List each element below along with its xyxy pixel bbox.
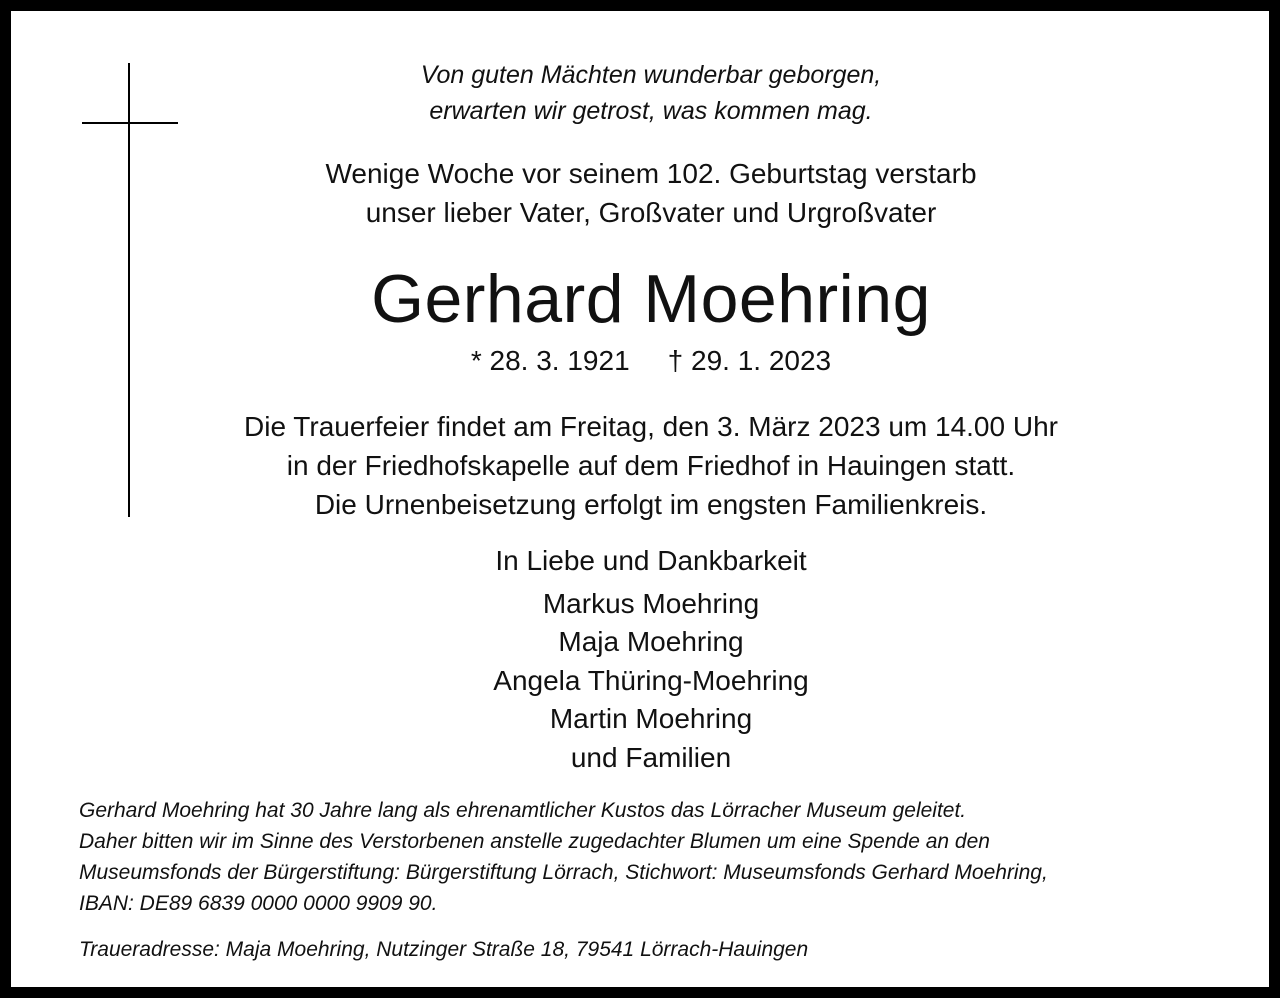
death-date: † 29. 1. 2023 [667, 345, 832, 376]
note-line: Gerhard Moehring hat 30 Jahre lang als ehrenamtlicher Kustos das Lörracher Museum geleitet. [79, 799, 967, 822]
donation-note [79, 795, 1239, 919]
intro-line: unser lieber Vater, Großvater und Urgroßvater [365, 197, 937, 228]
quote-line: erwarten wir getrost, was kommen mag. [429, 97, 873, 125]
ceremony-line: in der Friedhofskapelle auf dem Friedhof in Hauingen statt. [286, 450, 1016, 481]
intro-text [11, 154, 1280, 232]
quote-line: Von guten Mächten wunderbar geborgen, [420, 61, 882, 89]
mourning-address: Traueradresse: Maja Moehring, Nutzinger Straße 18, 79541 Lörrach-Hauingen [79, 938, 809, 961]
bible-quote [11, 57, 1280, 129]
mourners-lead: In Liebe und Dankbarkeit [495, 545, 807, 576]
ceremony-line: Die Trauerfeier findet am Freitag, den 3. März 2023 um 14.00 Uhr [244, 411, 1058, 442]
intro-line: Wenige Woche vor seinem 102. Geburtstag verstarb [325, 158, 977, 189]
ceremony-line: Die Urnenbeisetzung erfolgt im engsten Familienkreis. [314, 489, 988, 520]
mourner-name: Angela Thüring-Moehring [493, 664, 809, 696]
mourner-name: Martin Moehring [549, 703, 753, 734]
mourners-list [11, 542, 1280, 777]
mourner-name: und Familien [570, 741, 732, 773]
deceased-name: Gerhard Moehring [371, 261, 931, 337]
mourner-name: Markus Moehring [542, 587, 760, 619]
mourner-name: Maja Moehring [558, 626, 744, 657]
birth-date: * 28. 3. 1921 [470, 345, 630, 376]
note-line: IBAN: DE89 6839 0000 0000 9909 90. [79, 892, 438, 915]
note-line: Daher bitten wir im Sinne des Verstorbenen anstelle zugedachter Blumen um eine Spende an den [79, 830, 990, 853]
note-line: Museumsfonds der Bürgerstiftung: Bürgerstiftung Lörrach, Stichwort: Museumsfonds Gerhard Moehring, [79, 861, 1048, 884]
life-dates [11, 341, 1280, 381]
ceremony-info [11, 407, 1280, 524]
